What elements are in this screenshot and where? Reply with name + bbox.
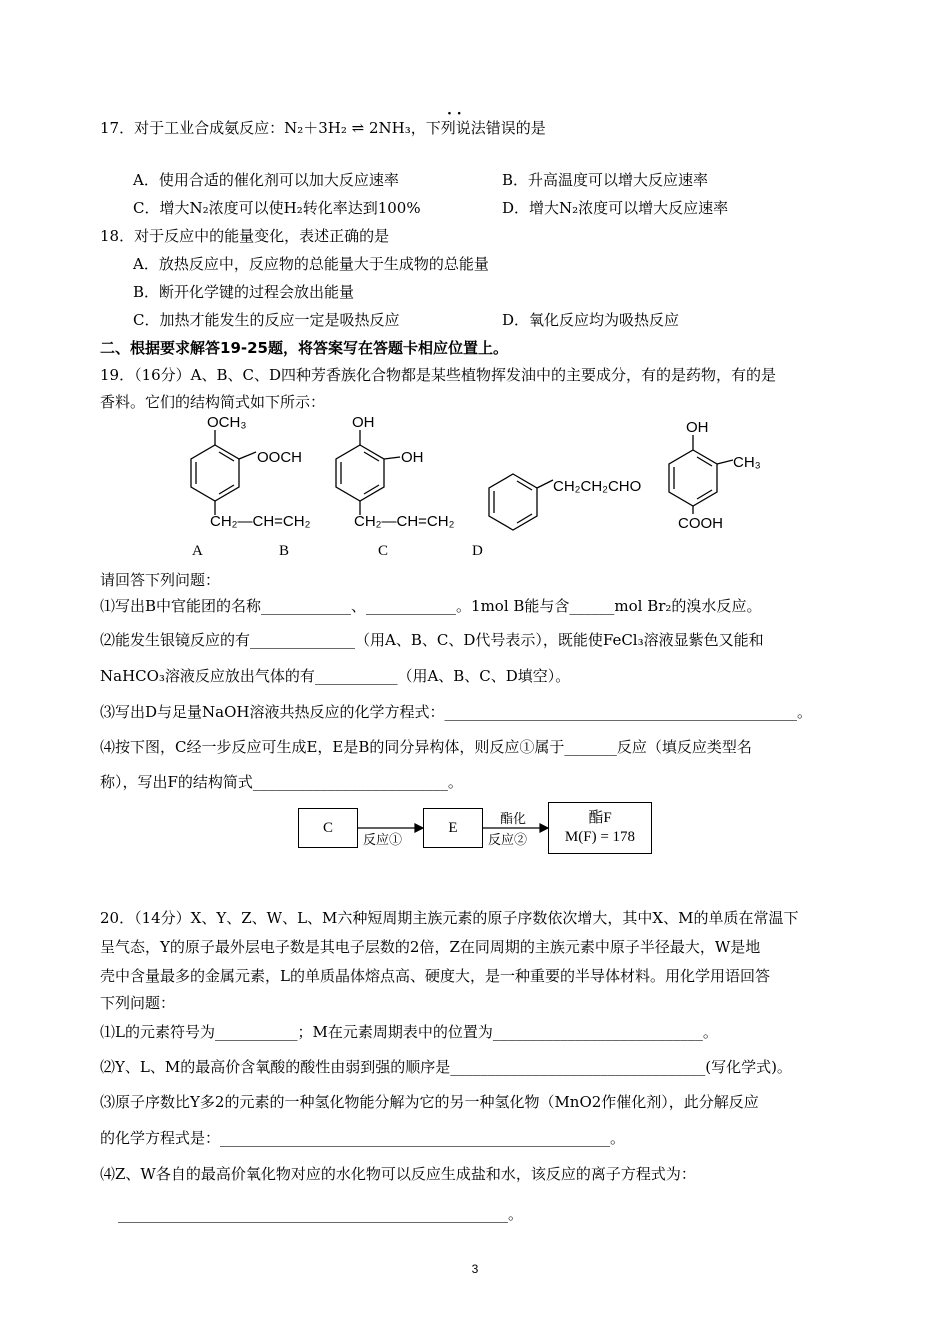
chemical-structures — [0, 410, 950, 550]
page-number: 3 — [471, 1262, 479, 1276]
q19-stem-line1: 19．（16分）A、B、C、D四种芳香族化合物都是某些植物挥发油中的主要成分，有的是药物，有的是 — [100, 366, 777, 384]
flow-f-mass: M(F) = 178 — [564, 829, 636, 845]
q17-option-d: D．增大N₂浓度可以增大反应速率 — [502, 199, 729, 217]
q20-stem-line2: 呈气态，Y的原子最外层电子数是其电子层数的2倍，Z在同周期的主族元素中原子半径最大，W是地 — [100, 938, 761, 956]
flow-f-name: 酯F — [588, 810, 612, 826]
q18-stem: 18．对于反应中的能量变化，表述正确的是 — [100, 227, 390, 245]
q18-option-c: C．加热才能发生的反应一定是吸热反应 — [133, 311, 400, 329]
a-formate-label: OOCH — [257, 449, 302, 466]
d-carboxyl-label: COOH — [678, 515, 723, 532]
c-chain-label: CH₂CH₂CHO — [553, 478, 642, 495]
q19-stem-line2: 香料。它们的结构简式如下所示： — [100, 393, 326, 411]
label-a: A — [192, 543, 203, 559]
q20-part4-line2: ____________________________________________________。 — [118, 1205, 524, 1223]
label-b: B — [279, 543, 290, 559]
q20-stem-line4: 下列问题： — [100, 994, 176, 1012]
q19-part3: ⑶写出D与足量NaOH溶液共热反应的化学方程式：_______________________________________________。 — [100, 703, 812, 721]
q20-part3-line2: 的化学方程式是：____________________________________________________。 — [100, 1129, 626, 1147]
b-oh1-label: OH — [352, 414, 375, 431]
q19-ask: 请回答下列问题： — [100, 571, 221, 589]
q20-part4-line1: ⑷Z、W各自的最高价氧化物对应的水化物可以反应生成盐和水，该反应的离子方程式为： — [100, 1165, 696, 1183]
q19-part4-line2: 称），写出F的结构简式__________________________。 — [100, 773, 463, 791]
label-c: C — [378, 543, 389, 559]
b-allyl-label: CH₂—CH=CH₂ — [354, 513, 455, 530]
a-methoxy-label: OCH₃ — [207, 414, 247, 431]
q19-part4-line1: ⑷按下图，C经一步反应可生成E，E是B的同分异构体，则反应①属于_______反应（填反应类型名 — [100, 738, 752, 756]
q19-part2-line2: NaHCO₃溶液反应放出气体的有___________（用A、B、C、D填空）。 — [100, 667, 571, 685]
flow-box-c: C — [298, 808, 358, 848]
flow-arrow1-label: 反应① — [363, 833, 403, 848]
q17-stem: 17．对于工业合成氨反应：N₂＋3H₂ ⇌ 2NH₃，下列说法错误的是 — [100, 119, 546, 137]
q20-part1: ⑴L的元素符号为___________；M在元素周期表中的位置为____________________________。 — [100, 1023, 718, 1041]
q18-option-a: A．放热反应中，反应物的总能量大于生成物的总能量 — [133, 255, 489, 273]
q18-option-b: B．断开化学键的过程会放出能量 — [133, 283, 355, 301]
q20-stem-line3: 壳中含量最多的金属元素，L的单质晶体熔点高、硬度大，是一种重要的半导体材料。用化学用语回答 — [100, 967, 770, 985]
q17-option-a: A．使用合适的催化剂可以加大反应速率 — [133, 171, 399, 189]
q19-part2-line1: ⑵能发生银镜反应的有______________（用A、B、C、D代号表示），既能使FeCl₃溶液显紫色又能和 — [100, 631, 764, 649]
d-methyl-label: CH₃ — [733, 454, 761, 471]
flow-box-e: E — [423, 808, 483, 848]
flow-arrow2-top-label: 酯化 — [500, 812, 527, 827]
q17-option-c: C．增大N₂浓度可以使H₂转化率达到100% — [133, 199, 421, 217]
label-d: D — [472, 543, 483, 559]
q20-stem-line1: 20．（14分）X、Y、Z、W、L、M六种短周期主族元素的原子序数依次增大，其中X、M的单质在常温下 — [100, 909, 799, 927]
q18-option-d: D．氧化反应均为吸热反应 — [502, 311, 680, 329]
flow-arrows — [0, 800, 950, 860]
flow-arrow2-label: 反应② — [488, 833, 528, 848]
d-oh-label: OH — [686, 419, 709, 436]
q19-part1: ⑴写出B中官能团的名称____________、____________。1mol B能与含______mol Br₂的溴水反应。 — [100, 597, 762, 615]
q20-part2: ⑵Y、L、M的最高价含氧酸的酸性由弱到强的顺序是__________________________________(写化学式)。 — [100, 1058, 792, 1076]
emphasis-dots: · · — [447, 106, 462, 122]
b-oh2-label: OH — [401, 449, 424, 466]
q17-option-b: B．升高温度可以增大反应速率 — [502, 171, 709, 189]
q20-part3-line1: ⑶原子序数比Y多2的元素的一种氢化物能分解为它的另一种氢化物（MnO2作催化剂），此分解反应 — [100, 1093, 759, 1111]
a-allyl-label: CH₂—CH=CH₂ — [210, 513, 311, 530]
section-heading: 二、根据要求解答19-25题，将答案写在答题卡相应位置上。 — [100, 339, 508, 357]
